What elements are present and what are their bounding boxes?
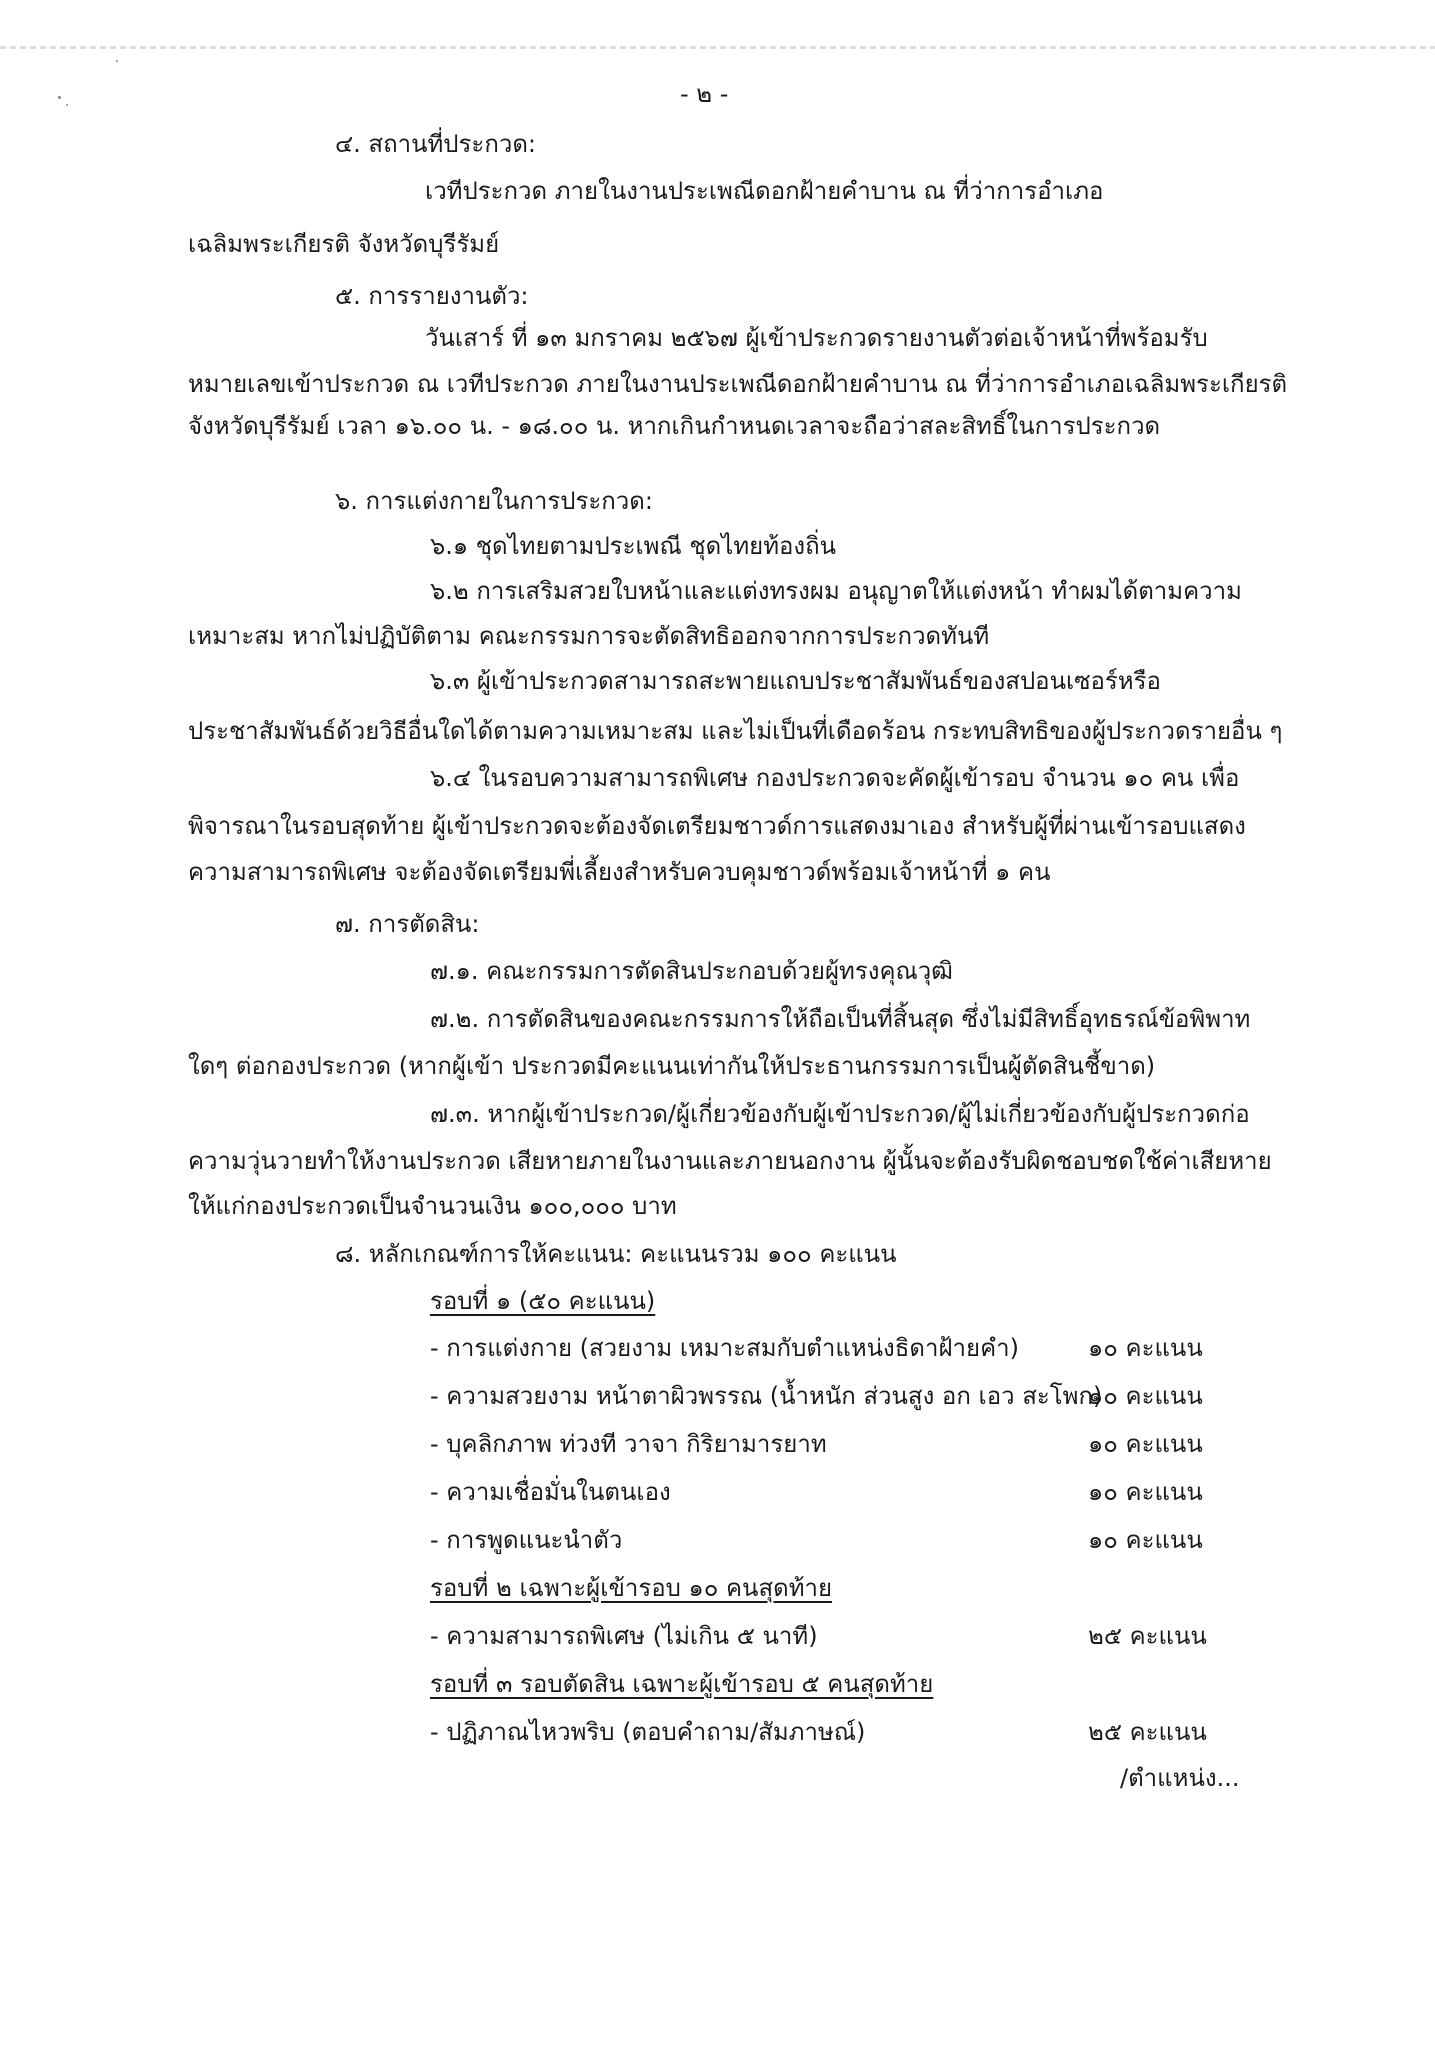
- scan-speck: [58, 96, 61, 99]
- section-6-3-line-2: ประชาสัมพันธ์ด้วยวิธีอื่นใดได้ตามความเหมาะสม และไม่เป็นที่เดือดร้อน กระทบสิทธิของผู้ประกวดรายอื่น ๆ: [188, 717, 1283, 745]
- page-number: - ๒ -: [680, 80, 729, 108]
- criterion-score: ๑๐ คะแนน: [1088, 1430, 1203, 1458]
- section-6-heading: ๖. การแต่งกายในการประกวด:: [335, 487, 653, 515]
- section-7-heading: ๗. การตัดสิน:: [335, 910, 480, 938]
- section-7-3-line-3: ให้แก่กองประกวดเป็นจำนวนเงิน ๑๐๐,๐๐๐ บาท: [188, 1192, 677, 1220]
- section-4-line-1: เวทีประกวด ภายในงานประเพณีดอกฝ้ายคำบาน ณ ที่ว่าการอำเภอ: [425, 177, 1104, 205]
- criterion-label: - ปฏิภาณไหวพริบ (ตอบคำถาม/สัมภาษณ์): [430, 1718, 866, 1746]
- section-7-3-line-2: ความวุ่นวายทำให้งานประกวด เสียหายภายในงานและภายนอกงาน ผู้นั้นจะต้องรับผิดชอบชดใช้ค่าเสียหาย: [188, 1147, 1272, 1175]
- criterion-score: ๑๐ คะแนน: [1088, 1526, 1203, 1554]
- section-6-2-line-2: เหมาะสม หากไม่ปฏิบัติตาม คณะกรรมการจะตัดสิทธิออกจากการประกวดทันที: [188, 622, 990, 650]
- scan-edge-artifact: [0, 46, 1435, 49]
- criterion-score: ๒๕ คะแนน: [1088, 1718, 1207, 1746]
- section-4-heading: ๔. สถานที่ประกวด:: [335, 130, 536, 158]
- criterion-label: - การแต่งกาย (สวยงาม เหมาะสมกับตำแหน่งธิดาฝ้ายคำ): [430, 1334, 1019, 1362]
- section-6-4-line-1: ๖.๔ ในรอบความสามารถพิเศษ กองประกวดจะคัดผู้เข้ารอบ จำนวน ๑๐ คน เพื่อ: [430, 764, 1240, 792]
- scan-speck: [116, 60, 118, 62]
- section-6-3-line-1: ๖.๓ ผู้เข้าประกวดสามารถสะพายแถบประชาสัมพันธ์ของสปอนเซอร์หรือ: [430, 667, 1161, 695]
- section-7-2-line-2: ใดๆ ต่อกองประกวด (หากผู้เข้า ประกวดมีคะแนนเท่ากันให้ประธานกรรมการเป็นผู้ตัดสินชี้ขาด): [188, 1052, 1156, 1080]
- criterion-label: - ความเชื่อมั่นในตนเอง: [430, 1478, 671, 1506]
- round-1-title: รอบที่ ๑ (๕๐ คะแนน): [430, 1287, 656, 1315]
- section-8-heading: ๘. หลักเกณฑ์การให้คะแนน: คะแนนรวม ๑๐๐ คะแนน: [335, 1240, 897, 1268]
- section-7-1: ๗.๑. คณะกรรมการตัดสินประกอบด้วยผู้ทรงคุณวุฒิ: [430, 957, 953, 985]
- section-4-line-2: เฉลิมพระเกียรติ จังหวัดบุรีรัมย์: [188, 230, 500, 258]
- section-5-line-3: จังหวัดบุรีรัมย์ เวลา ๑๖.๐๐ น. - ๑๘.๐๐ น. หากเกินกำหนดเวลาจะถือว่าสละสิทธิ์ในการประกวด: [188, 412, 1161, 440]
- scan-speck: [66, 104, 68, 106]
- criterion-score: ๑๐ คะแนน: [1088, 1382, 1203, 1410]
- round-3-title: รอบที่ ๓ รอบตัดสิน เฉพาะผู้เข้ารอบ ๕ คนสุดท้าย: [430, 1670, 934, 1698]
- criterion-label: - ความสามารถพิเศษ (ไม่เกิน ๕ นาที): [430, 1622, 818, 1650]
- section-6-4-line-2: พิจารณาในรอบสุดท้าย ผู้เข้าประกวดจะต้องจัดเตรียมชาวด์การแสดงมาเอง สำหรับผู้ที่ผ่านเข้ารอบแสดง: [188, 812, 1246, 840]
- criterion-score: ๒๕ คะแนน: [1088, 1622, 1207, 1650]
- criterion-label: - การพูดแนะนำตัว: [430, 1526, 623, 1554]
- criterion-score: ๑๐ คะแนน: [1088, 1334, 1203, 1362]
- round-2-title: รอบที่ ๒ เฉพาะผู้เข้ารอบ ๑๐ คนสุดท้าย: [430, 1574, 833, 1602]
- continuation-marker: /ตำแหน่ง...: [1120, 1764, 1240, 1792]
- section-6-4-line-3: ความสามารถพิเศษ จะต้องจัดเตรียมพี่เลี้ยงสำหรับควบคุมชาวด์พร้อมเจ้าหน้าที่ ๑ คน: [188, 858, 1051, 886]
- section-6-1: ๖.๑ ชุดไทยตามประเพณี ชุดไทยท้องถิ่น: [430, 532, 837, 560]
- criterion-label: - ความสวยงาม หน้าตาผิวพรรณ (น้ำหนัก ส่วนสูง อก เอว สะโพก): [430, 1382, 1103, 1410]
- section-6-2-line-1: ๖.๒ การเสริมสวยใบหน้าและแต่งทรงผม อนุญาตให้แต่งหน้า ทำผมได้ตามความ: [430, 577, 1242, 605]
- section-5-line-1: วันเสาร์ ที่ ๑๓ มกราคม ๒๕๖๗ ผู้เข้าประกวดรายงานตัวต่อเจ้าหน้าที่พร้อมรับ: [425, 324, 1208, 352]
- criterion-label: - บุคลิกภาพ ท่วงที วาจา กิริยามารยาท: [430, 1430, 827, 1458]
- section-5-heading: ๕. การรายงานตัว:: [335, 282, 529, 310]
- section-7-2-line-1: ๗.๒. การตัดสินของคณะกรรมการให้ถือเป็นที่สิ้นสุด ซึ่งไม่มีสิทธิ์อุทธรณ์ข้อพิพาท: [430, 1005, 1251, 1033]
- section-7-3-line-1: ๗.๓. หากผู้เข้าประกวด/ผู้เกี่ยวข้องกับผู้เข้าประกวด/ผู้ไม่เกี่ยวข้องกับผู้ประกวดก่อ: [430, 1100, 1250, 1128]
- section-5-line-2: หมายเลขเข้าประกวด ณ เวทีประกวด ภายในงานประเพณีดอกฝ้ายคำบาน ณ ที่ว่าการอำเภอเฉลิมพระเกียรติ: [188, 370, 1288, 398]
- criterion-score: ๑๐ คะแนน: [1088, 1478, 1203, 1506]
